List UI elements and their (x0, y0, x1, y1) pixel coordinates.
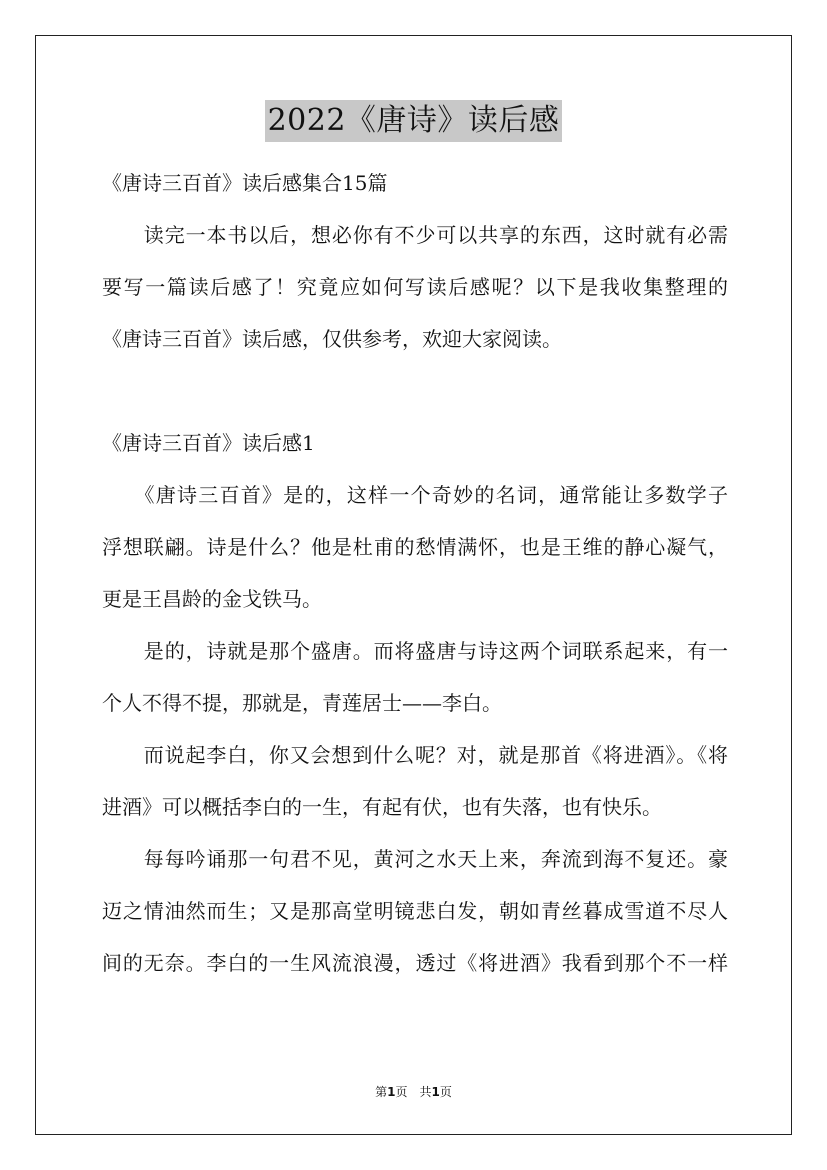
blank-line (102, 404, 728, 430)
blank-line (102, 612, 728, 638)
blank-line (102, 300, 728, 326)
blank-line (102, 820, 728, 846)
text-line: 而说起李白，你又会想到什么呢？对，就是那首《将进酒》。《将 (102, 743, 728, 767)
text-line: 读完一本书以后，想必你有不少可以共享的东西，这时就有必需 (102, 223, 728, 247)
text-line: 间的无奈。李白的一生风流浪漫，透过《将进酒》我看到那个不一样 (102, 951, 728, 975)
blank-line (102, 560, 728, 586)
blank-line (102, 352, 728, 378)
blank-line (102, 248, 728, 274)
blank-line (102, 196, 728, 222)
document-title: 2022《唐诗》读后感 (265, 100, 563, 142)
blank-line (102, 924, 728, 950)
document-body (102, 170, 728, 976)
text-line: 浮想联翩。诗是什么？他是杜甫的愁情满怀，也是王维的静心凝气， (102, 535, 728, 559)
footer-prefix: 第 (375, 1085, 388, 1099)
text-line: 要写一篇读后感了！究竟应如何写读后感呢？以下是我收集整理的 (102, 275, 728, 299)
blank-line (102, 664, 728, 690)
blank-line (102, 768, 728, 794)
blank-line (102, 508, 728, 534)
blank-line (102, 456, 728, 482)
text-line: 《唐诗三百首》读后感1 (102, 431, 315, 455)
footer-page-number: 1 (387, 1085, 396, 1099)
text-line: 《唐诗三百首》是的，这样一个奇妙的名词，通常能让多数学子 (102, 483, 728, 507)
page-footer (0, 1084, 827, 1100)
text-line: 更是王昌龄的金戈铁马。 (102, 587, 322, 611)
text-line: 迈之情油然而生；又是那高堂明镜悲白发，朝如青丝暮成雪道不尽人 (102, 899, 728, 923)
text-line: 《唐诗三百首》读后感，仅供参考，欢迎大家阅读。 (102, 327, 562, 351)
blank-line (102, 378, 728, 404)
text-line: 是的，诗就是那个盛唐。而将盛唐与诗这两个词联系起来，有一 (102, 639, 728, 663)
footer-total-suffix: 页 (439, 1085, 452, 1099)
title-container (0, 100, 827, 142)
text-line: 进酒》可以概括李白的一生，有起有伏，也有失落，也有快乐。 (102, 795, 662, 819)
footer-total-pages: 1 (431, 1085, 440, 1099)
text-line: 《唐诗三百首》读后感集合15篇 (102, 171, 388, 195)
blank-line (102, 716, 728, 742)
blank-line (102, 872, 728, 898)
footer-page-suffix: 页 共 (395, 1085, 432, 1099)
text-line: 个人不得不提，那就是，青莲居士——李白。 (102, 691, 502, 715)
text-line: 每每吟诵那一句君不见，黄河之水天上来，奔流到海不复还。豪 (102, 847, 728, 871)
